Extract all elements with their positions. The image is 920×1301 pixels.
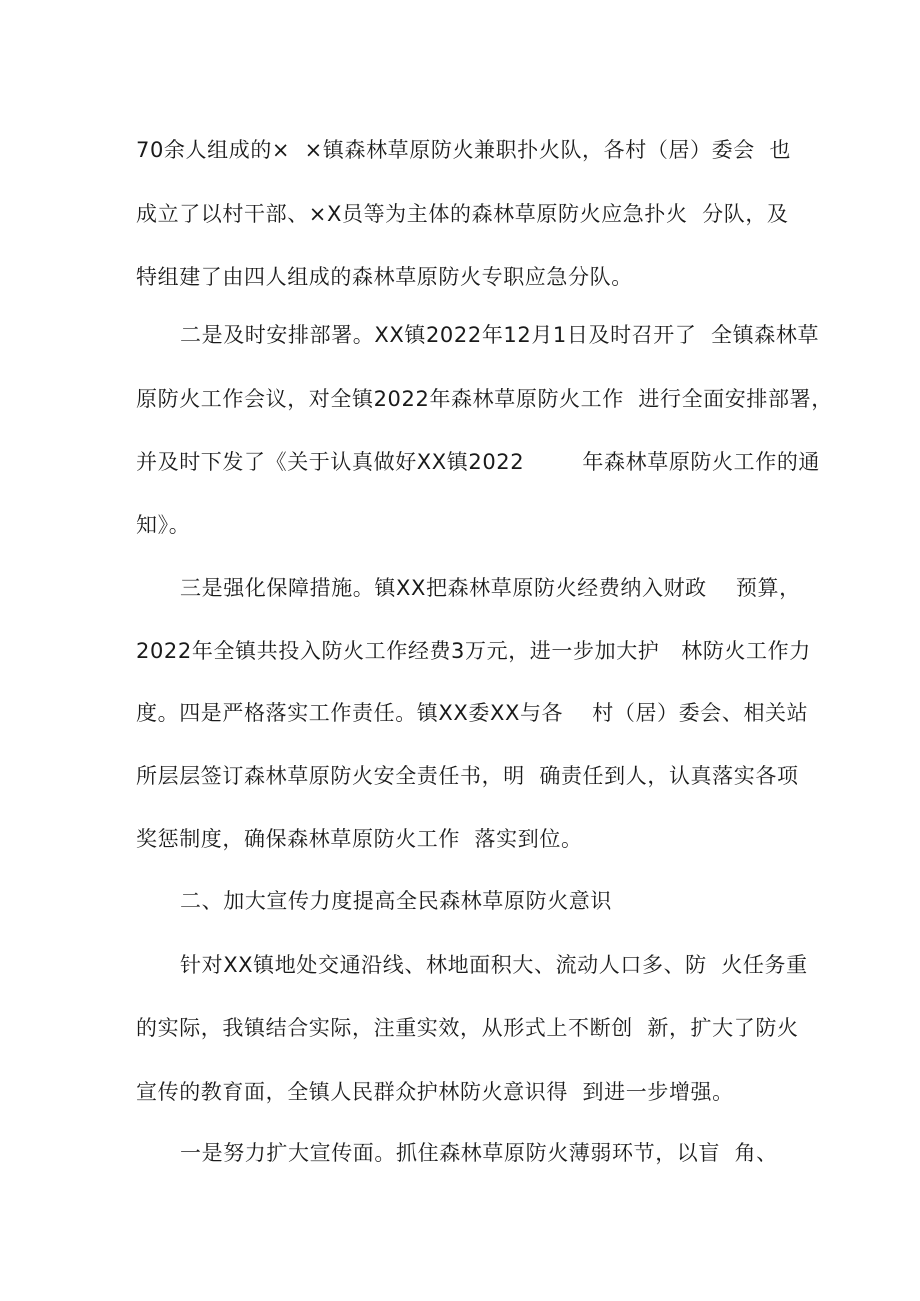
text-line: 所层层签订森林草原防火安全责任书，明 确责任到人，认真落实各项	[136, 764, 799, 788]
text-line: 的实际，我镇结合实际，注重实效，从形式上不断创 新，扩大了防火	[136, 1016, 799, 1040]
text-line: 70余人组成的× ×镇森林草原防火兼职扑火队，各村（居）委会 也	[136, 138, 792, 162]
text-line: 特组建了由四人组成的森林草原防火专职应急分队。	[136, 265, 633, 289]
text-line: 2022年全镇共投入防火工作经费3万元，进一步加大护 林防火工作力	[136, 639, 811, 663]
section-heading: 二、加大宣传力度提高全民森林草原防火意识	[180, 889, 612, 913]
text-line: 原防火工作会议，对全镇2022年森林草原防火工作 进行全面安排部署，	[136, 387, 833, 411]
text-line: 度。四是严格落实工作责任。镇XX委XX与各 村（居）委会、相关站	[136, 701, 809, 725]
text-line: 成立了以村干部、×X员等为主体的森林草原防火应急扑火 分队，及	[136, 202, 789, 226]
paragraph-first-line: 针对XX镇地处交通沿线、林地面积大、流动人口多、防 火任务重	[180, 953, 808, 977]
paragraph-first-line: 二是及时安排部署。XX镇2022年12月1日及时召开了 全镇森林草	[180, 323, 820, 347]
paragraph-first-line: 一是努力扩大宣传面。抓住森林草原防火薄弱环节，以盲 角、	[180, 1141, 778, 1165]
text-line: 知》。	[136, 513, 191, 537]
text-line: 奖惩制度，确保森林草原防火工作 落实到位。	[136, 827, 583, 851]
text-line: 宣传的教育面，全镇人民群众护林防火意识得 到进一步增强。	[136, 1080, 734, 1104]
text-line: 并及时下发了《关于认真做好XX镇2022 年森林草原防火工作的通	[136, 450, 821, 474]
paragraph-first-line: 三是强化保障措施。镇XX把森林草原防火经费纳入财政 预算，	[180, 576, 801, 600]
